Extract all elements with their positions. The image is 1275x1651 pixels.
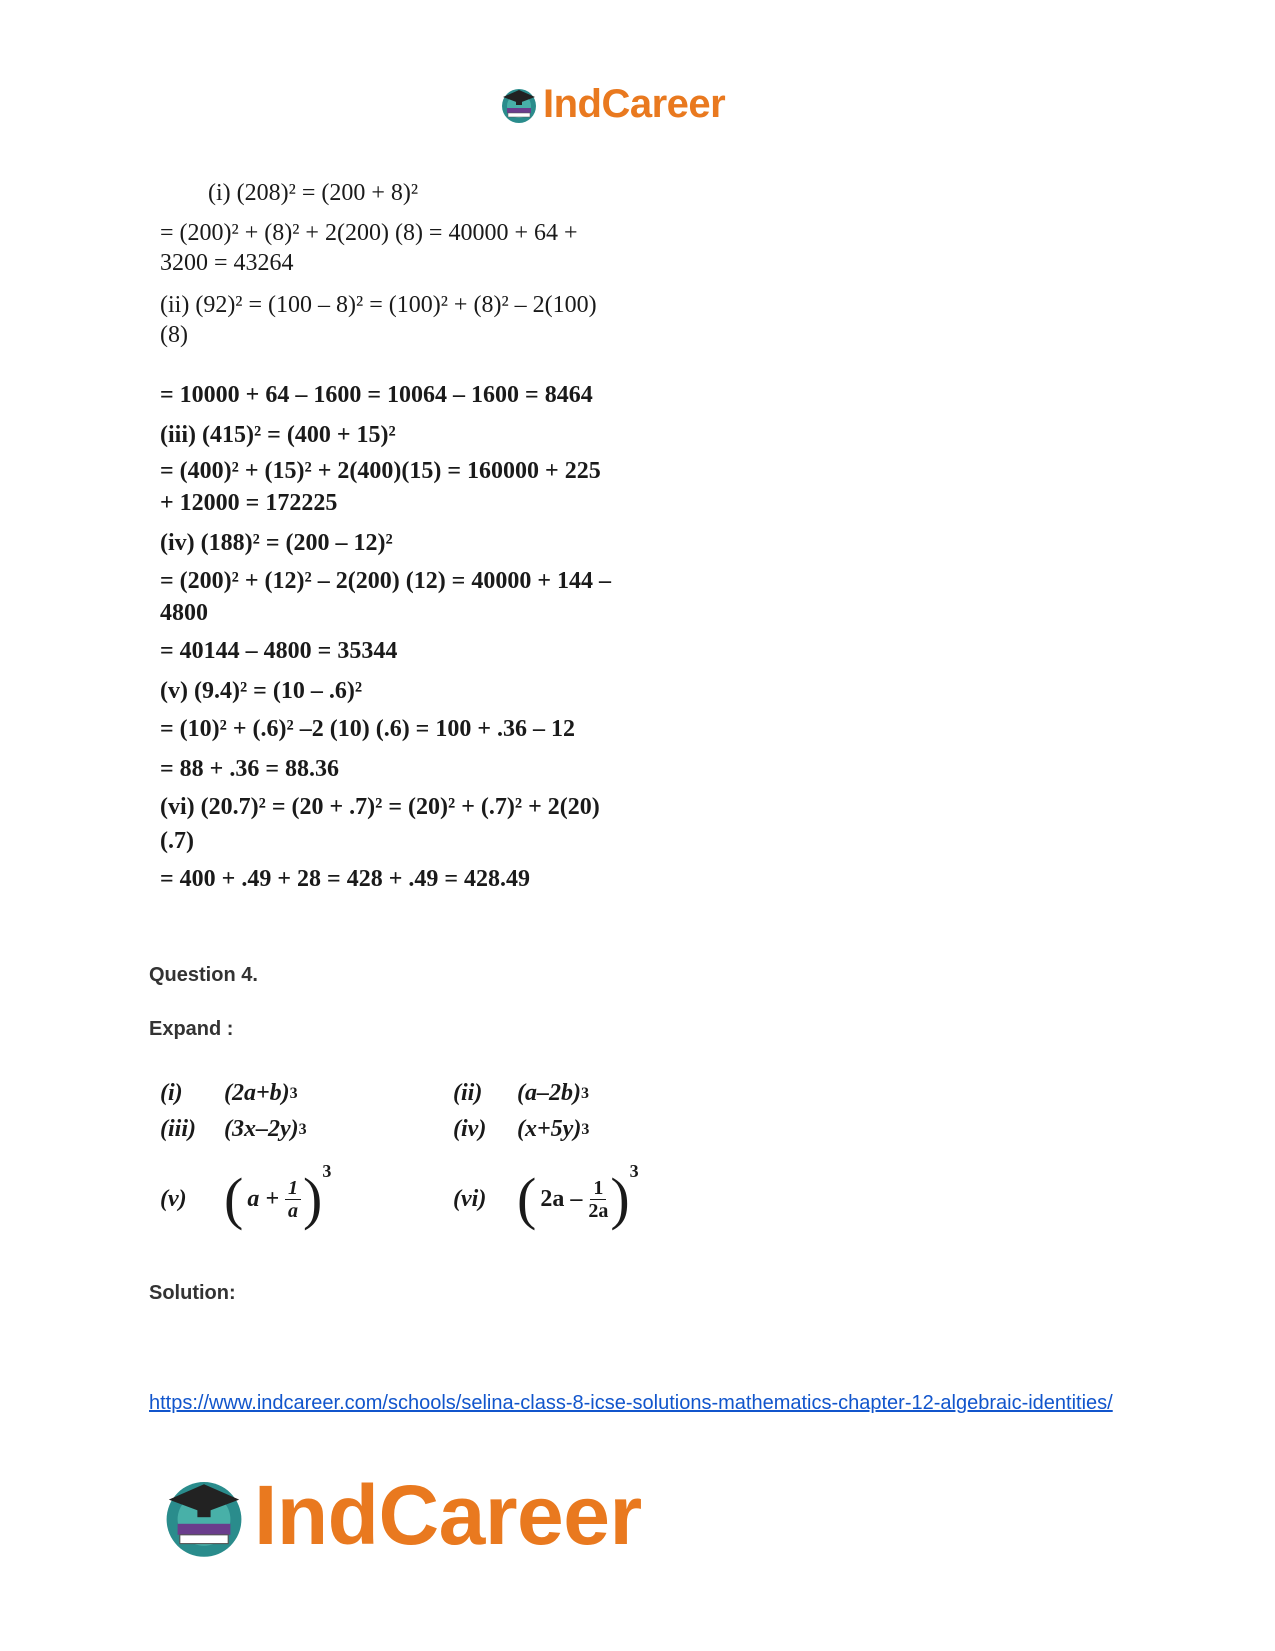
solution-line: = (10)² + (.6)² –2 (10) (.6) = 100 + .36 – 12 [160,716,576,742]
fraction [285,1177,301,1222]
expand-item-v [160,1160,332,1231]
solution-line: (iv) (188)² = (200 – 12)² [160,530,393,556]
expand-item-ii [453,1080,589,1107]
item-number: (ii) [453,1080,483,1106]
item-exponent: 3 [289,1084,298,1102]
fraction-denominator: a [288,1199,299,1222]
item-number: (vi) [453,1185,487,1212]
solution-line: (iii) (415)² = (400 + 15)² [160,422,396,448]
item-expression: (3x–2y) [224,1116,299,1142]
fraction-numerator: 1 [285,1177,301,1200]
left-paren: ( [517,1166,537,1231]
solution-line: (i) (208)² = (200 + 8)² [208,180,419,206]
item-expression: (a–2b) [517,1080,581,1106]
item-exponent: 3 [629,1160,639,1181]
solution-line: = (200)² + (12)² – 2(200) (12) = 40000 + 144 – [160,568,612,594]
item-number: (v) [160,1185,187,1212]
item-number: (iii) [160,1116,196,1142]
fraction-numerator: 1 [590,1177,606,1200]
solution-line: = 40144 – 4800 = 35344 [160,638,398,664]
solution-line: 4800 [160,600,208,626]
item-exponent: 3 [298,1120,307,1138]
expand-item-vi [453,1160,639,1231]
right-paren: ) [303,1166,323,1231]
brand-name: IndCareer [543,81,726,126]
item-lead: a + [247,1185,280,1212]
expand-grid [160,1080,680,1250]
question-prompt: Expand : [149,1018,234,1040]
item-number: (iv) [453,1116,487,1142]
item-exponent: 3 [581,1120,590,1138]
right-paren: ) [610,1166,630,1231]
source-link[interactable]: https://www.indcareer.com/schools/selina-class-8-icse-solutions-mathematics-chapter-12-algebraic-identities/ [149,1392,1113,1414]
graduation-cap-books-globe-icon [499,84,539,124]
solution-line: + 12000 = 172225 [160,490,338,516]
expand-item-iii [160,1116,307,1143]
solution-line: (.7) [160,828,194,854]
question-title: Question 4. [149,964,258,986]
brand-name: IndCareer [254,1467,642,1562]
item-exponent: 3 [580,1084,589,1102]
item-expression: (2a+b) [224,1080,290,1106]
item-lead: 2a – [540,1185,583,1212]
fraction-denominator: 2a [588,1199,609,1222]
left-paren: ( [224,1166,244,1231]
solution-line: = (200)² + (8)² + 2(200) (8) = 40000 + 64 + [160,220,578,246]
solution-line: 3200 = 43264 [160,250,294,276]
item-expression: (x+5y) [517,1116,582,1142]
graduation-cap-books-globe-icon [160,1471,248,1559]
top-logo [499,80,725,128]
solution-line: = 400 + .49 + 28 = 428 + .49 = 428.49 [160,866,531,892]
expand-item-iv [453,1116,589,1143]
item-number: (i) [160,1080,183,1106]
expand-item-i [160,1080,298,1107]
solution-line: = 10000 + 64 – 1600 = 10064 – 1600 = 8464 [160,382,593,408]
item-exponent: 3 [322,1160,332,1181]
fraction [588,1177,608,1222]
solution-label: Solution: [149,1282,236,1304]
solution-line: (v) (9.4)² = (10 – .6)² [160,678,363,704]
solution-line: = (400)² + (15)² + 2(400)(15) = 160000 + 225 [160,458,601,484]
bottom-logo [160,1465,642,1565]
solution-line: = 88 + .36 = 88.36 [160,756,340,782]
solution-line: (8) [160,322,188,348]
solution-line: (vi) (20.7)² = (20 + .7)² = (20)² + (.7)² + 2(20) [160,794,600,820]
solution-line: (ii) (92)² = (100 – 8)² = (100)² + (8)² – 2(100) [160,292,597,318]
